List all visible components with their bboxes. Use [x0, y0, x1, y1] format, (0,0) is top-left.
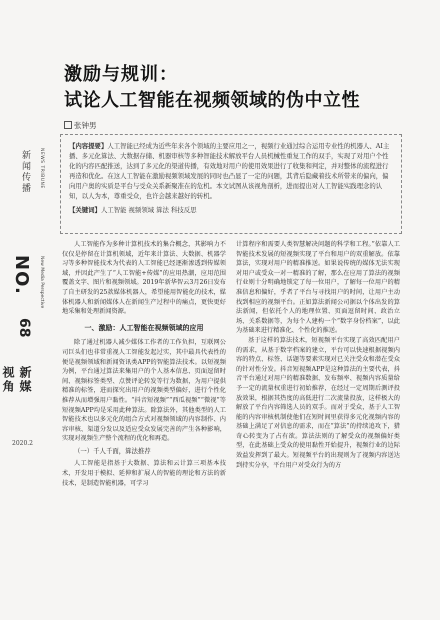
author — [64, 120, 97, 131]
abstract-keywords — [69, 205, 393, 215]
keywords-text: 人工智能 视频领域 算法 科技反思 — [100, 206, 197, 214]
issue-no-label: NO. — [11, 255, 32, 295]
body-column-right — [236, 240, 400, 470]
paragraph: 人工智能是指基于大数据、算法和云计算三项基本技术，开发用于模拟、延伸和扩展人的智能的理论和方法的新技术，是制造智能机器，可学习 — [62, 460, 226, 487]
article-title-line2: 试论人工智能在视频领域的伪中立性 — [64, 90, 360, 111]
summary-text: 人工智能已经成为近些年来各个领域的主要应用之一，视频行业通过综合运用专业性的机器人、AI主播、多元化算法、大数据存储、机器审核等多种智能技术解放平台人员机械性重复工作的双手，实现了对用户个性化的内容匹配推送，达到了多元化的渠道传播，有效地对用户的使用效果进行了收集和判定，并对整体的流程进行再造和优化。在这人工智能在激励视频领域发展的同时也凸显了一定的问题，其背后隐藏着技术所带来的偏向，偏向用户奥的实质是平台与受众关系新聚准在的危机。本文试图从该视角剖析，进而提出对人工智能实践理念的认知，以人为本，尊重受众，也许会越来越好的转机。 — [69, 142, 390, 200]
article-title-line1: 激励与规训： — [64, 64, 178, 85]
abstract-summary — [69, 141, 393, 201]
masthead: 新闻传播 — [20, 150, 30, 194]
abstract-box — [60, 134, 402, 234]
paragraph: 人工智能作为多种计算机技术的集合概念，其影响力不仅仅是停留在计算机领域，近年来计算法、大数据、机器学习等多种智能技术为代表的人工智能已经逐渐渗透到传媒领域，并因此产生了“人工智能+传媒”的应用热潮，应用范围覆盖文字、图片和视频领域。2019年新华智云3月26日发布了自主研发的25款媒体机器人，希望能用智能化的技术，媒体机器人和新闻媒体人在新闻生产过程中的痛点，更快更好地采集和处理新闻资源。 — [62, 241, 226, 316]
section-heading: 一、激励：人工智能在视频领域的应用 — [84, 323, 204, 332]
summary-label: 【内容提要】 — [69, 142, 108, 150]
body-column-left — [62, 240, 226, 488]
keywords-label: 【关键词】 — [69, 206, 101, 214]
author-box-icon — [64, 121, 72, 129]
journal-sidebar — [0, 140, 50, 620]
paragraph: 基于这样的算法技术，短视频平台实现了高效匹配用户的需求，从基于数字档案的建立，平台可以快速根据视频内容的特点、标签、话题等要素实现对已关注受众和潜在受众的针对性分发。抖音短视频APP是这种算法的主要代表，抖音平台通过对用户的精准数据、发布频率、视频内容质量给予一定的流量权重进行初始推荐，在经过一定周期后测评投放效果，根据其热度的高低进行二次流量投放，这样极大的解放了平台内容筛选人员的双手。而对于受众，基于人工智能的内容审核机制使他们在短时间里获得多元化视频内容的基础上满足了对信息的需求，而在“算法”的持续追攻下，猎奇心转变为了占有欲。算法法则的了解受众的视频偏好类型，在此基础上受众的使用黏性开始提升，视频行业的边际效益发挥到了最大。短视频平台的出现则为了视频内容送达到持实分享，平台用户对受众行为的方 — [236, 336, 400, 469]
subsection-heading: （一）千人千面，算法推荐 — [74, 446, 151, 455]
masthead-en: NEWS TRIBUNE — [39, 148, 44, 189]
paragraph: 计算程序和需要人类智慧解决问题的科学和工程。”依靠人工智能技术发展的短视频实现了平台和用户的双重解放。依靠算法，实现对用户的精准推送。如果说传统的媒体无法实现对用户或受众一对一精准的了解，那么在应用了算法的视频行业则十分明确地锁定了每一位用户，了解每一位用户的精准信息和偏好，乎者了平台与寻找用户的时间，让用户主动找到相应的视频平台。正如算法新闻公司据以个体出发的算法新闻，但依托个人的地理位置、页面逗留时间、政治立场、关系数据等，为每个人建构一个“数字身份档案”，以此为基础来进行精准化、个性化的推送。 — [236, 241, 400, 335]
issue-number: 68 — [16, 318, 32, 338]
section-category: 新媒视角 — [1, 366, 32, 394]
issue-year: 2020.2 — [12, 440, 33, 447]
paragraph: 除了通过机器人减少媒体工作者的工作负担，互联网公司巨头们也非常重视人工智能发起过实，其中最具代表性的便是视频领域和新闻资讯类APP的智能算法技术。以短视频为例，平台通过算法来集用户的个人基本信息、页面逗留时间、视频标签类型、点赞评论转发等行为数据，为用户提供精准的标签，进而探究出用户的视频类型偏好，进行个性化推荐从而增强用户黏性。“抖音短视频”“西瓜视频”“微视”等短视频APP均是采用此种算法。除算法外，其他类型的人工智能技术也以多元化的组合方式对视频领域的内容制作、内容审核、渠道分发以及适应受众发展完善的产生各种影响，实现对视频生产整个流程的优化和再造。 — [62, 339, 226, 443]
section-en: New Media Perspective — [39, 256, 44, 309]
author-name: 张钟男 — [74, 121, 97, 130]
